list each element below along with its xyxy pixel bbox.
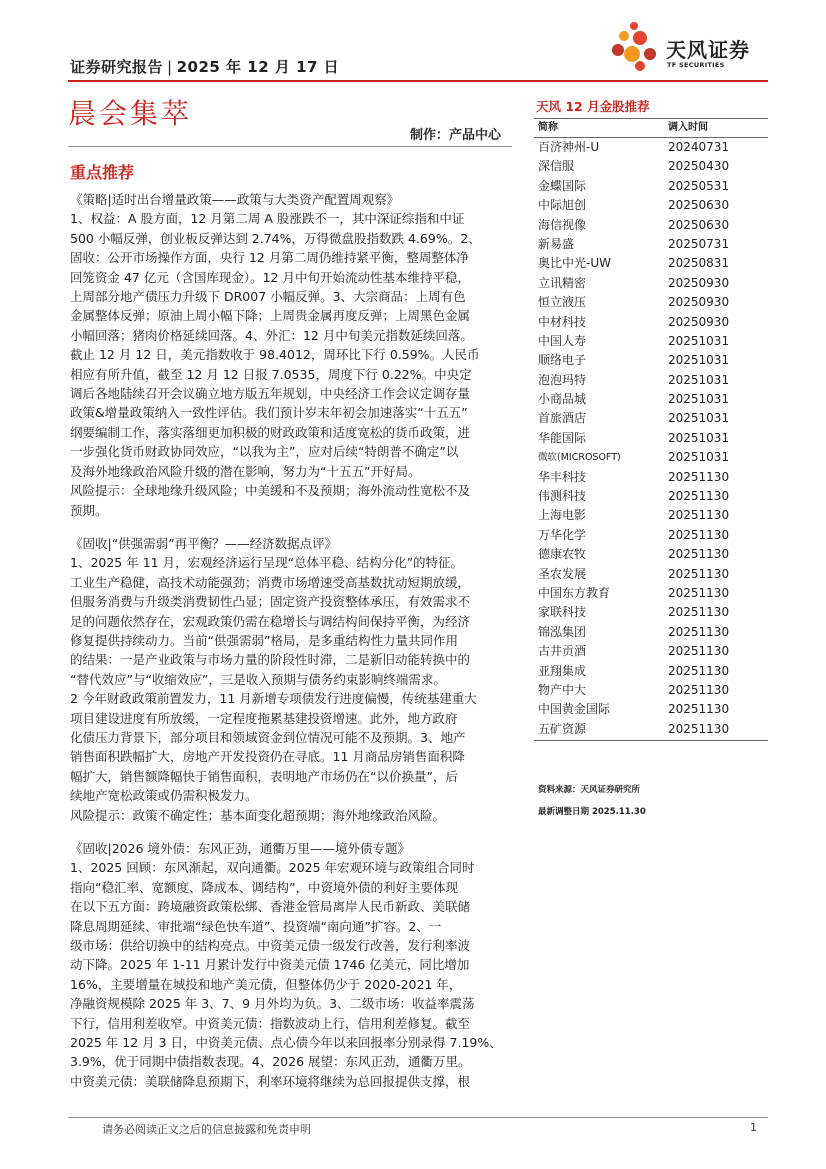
article-line: 足的问题依然存在，宏观政策仍需在稳增长与调结构间保持平衡，为经济 [70, 613, 471, 629]
stock-row [534, 235, 768, 254]
stock-name: 立讯精密 [538, 275, 587, 290]
stock-date: 20250430 [668, 159, 730, 174]
article-line: 金属整体反弹；原油上周小幅下降；上周贵金属再度反弹；上周黑色金属 [70, 308, 471, 324]
article-line: 降息周期延续、审批端“绿色快车道”、投资端“南向通”扩容。2、一 [70, 918, 442, 934]
article-line: 小幅回落；猪肉价格延续回落。4、外汇：12 月中旬美元指数延续回落。 [70, 327, 473, 343]
article-line: 销售面积跌幅扩大，房地产开发投资仍在寻底。11 月商品房销售面积降 [70, 749, 465, 765]
producer-label: 制作：产品中心 [410, 128, 502, 143]
report-type: 证券研究报告 [70, 58, 164, 76]
article-title: 《固收|“供强需弱”再平衡？——经济数据点评》 [70, 535, 338, 551]
disclaimer-note: 请务必阅读正文之后的信息披露和免责申明 [102, 1123, 311, 1136]
stock-date: 20251031 [668, 333, 730, 348]
report-date: 2025 年 12 月 17 日 [176, 58, 340, 76]
stock-name: 小商品城 [538, 392, 587, 407]
stock-date: 20250630 [668, 217, 730, 232]
stock-row [534, 526, 768, 545]
stock-name: 华丰科技 [538, 469, 587, 484]
article-line: 回笼资金 47 亿元（含国库现金）。12 月中旬开始流动性基本维持平稳， [70, 269, 470, 285]
footer-divider [68, 1117, 768, 1118]
stock-row [534, 429, 768, 448]
stock-row [534, 681, 768, 700]
stock-row [534, 468, 768, 487]
article-line: 3.9%，优于同期中债指数表现。4、2026 展望：东风正劲，通衢万里。 [70, 1054, 471, 1070]
stock-name: 百济神州-U [538, 140, 600, 154]
stock-row [534, 177, 768, 196]
stock-row [534, 506, 768, 525]
article-line: 相应有所升值，截至 12 月 12 日报 7.0535，周度下行 0.22%。中央定 [70, 366, 472, 382]
stock-name: 金蝶国际 [538, 178, 587, 193]
article-line: 但服务消费与升级类消费韧性凸显；固定资产投资整体承压，有效需求不 [70, 594, 471, 610]
stock-name: 伟测科技 [538, 489, 587, 504]
logo-name-en: TF SECURITIES [667, 61, 725, 69]
article-line: 截止 12 月 12 日，美元指数收于 98.4012，周环比下行 0.59%。人民币 [70, 347, 480, 363]
article-line: 预期。 [70, 502, 108, 518]
stock-date: 20251031 [668, 372, 730, 387]
stock-name: 古井贡酒 [538, 644, 587, 659]
stock-row [534, 157, 768, 176]
article-body [70, 858, 512, 1091]
stock-date: 20251130 [668, 644, 730, 659]
stock-date: 20250930 [668, 275, 730, 290]
stock-row [534, 351, 768, 370]
stock-name: 中国东方教育 [538, 585, 611, 600]
stock-date: 20250531 [668, 178, 730, 193]
stock-date: 20251130 [668, 721, 730, 736]
article-line: 1、2025 年 11 月，宏观经济运行呈现“总体平稳、结构分化”的特征。 [70, 555, 464, 571]
stock-picks-bottom-rule [534, 740, 768, 741]
article-line: 续地产宽松政策或仍需积极发力。 [70, 788, 258, 804]
stock-date: 20250930 [668, 314, 730, 329]
stock-row [534, 545, 768, 564]
stock-date: 20250930 [668, 295, 730, 310]
stock-date: 20251031 [668, 411, 730, 426]
article-line: 风险提示：政策不确定性；基本面变化超预期；海外地缘政治风险。 [70, 807, 446, 823]
article-line: 2 今年财政政策前置发力，11 月新增专项债发行进度偏慢，传统基建重大 [70, 691, 477, 707]
stock-name: 万华化学 [538, 527, 587, 542]
header-separator: | [167, 58, 173, 76]
title-divider [68, 146, 512, 147]
article-line: 16%，主要增量在城投和地产美元债，但整体仍少于 2020-2021 年， [70, 976, 462, 992]
article-line: 上周部分地产债压力升级下 DR007 小幅反弹。3、大宗商品：上周有色 [70, 289, 466, 305]
article-line: 动下降。2025 年 1-11 月累计发行中资美元债 1746 亿美元，同比增加 [70, 957, 470, 973]
stock-name: 中际旭创 [538, 198, 587, 213]
stock-date: 20251130 [668, 682, 730, 697]
stock-name: 顺络电子 [538, 353, 587, 368]
stock-date: 20251130 [668, 605, 730, 620]
stock-date: 20251130 [668, 508, 730, 523]
stock-date: 20250630 [668, 198, 730, 213]
article-line: “替代效应”与“收缩效应”，三是收入预期与债务约束影响终端需求。 [70, 671, 446, 687]
stock-name: 微软(MICROSOFT) [538, 452, 621, 464]
article-line: 1、权益：A 股方面，12 月第二周 A 股涨跌不一，其中深证综指和中证 [70, 211, 465, 227]
article-line: 下行，信用利差收窄。中资美元债：指数波动上行，信用利差修复。截至 [70, 1015, 471, 1031]
stock-name: 家联科技 [538, 605, 587, 620]
stock-row [534, 216, 768, 235]
article-body [70, 553, 512, 825]
stock-name: 海信视像 [538, 217, 587, 232]
article-line: 风险提示：全球地缘升级风险；中美缓和不及预期；海外流动性宽松不及 [70, 483, 471, 499]
header-divider [68, 80, 768, 82]
stock-date: 20251031 [668, 353, 730, 368]
article-line: 固收：公开市场操作方面，央行 12 月第二周仍维持紧平衡，整周整体净 [70, 250, 469, 266]
stock-picks-panel [534, 98, 768, 741]
article-title: 《策略|适时出台增量政策——政策与大类资产配置周观察》 [70, 192, 400, 207]
logo-name-cn: 天风证券 [666, 38, 750, 62]
article-strategy [70, 190, 512, 520]
column-header-date: 调入时间 [668, 122, 708, 133]
stock-date: 20251031 [668, 450, 730, 465]
stock-date: 20250831 [668, 256, 730, 271]
stock-date: 20250731 [668, 236, 730, 251]
stock-name: 中材科技 [538, 314, 587, 329]
stock-name: 华能国际 [538, 430, 587, 445]
tf-securities-logo [606, 20, 766, 72]
section-heading: 重点推荐 [70, 163, 135, 182]
article-line: 调后各地陆续召开会议确立地方版五年规划，中央经济工作会议定调存量 [70, 386, 471, 402]
stock-row [534, 196, 768, 215]
stock-row [534, 409, 768, 428]
stock-row [534, 390, 768, 409]
stock-name: 首旅酒店 [538, 411, 587, 426]
stock-date: 20251130 [668, 585, 730, 600]
stock-date: 20251031 [668, 392, 730, 407]
stock-row [534, 274, 768, 293]
stock-name: 亚翔集成 [538, 663, 587, 678]
stock-row [534, 584, 768, 603]
stock-row [534, 623, 768, 642]
stock-row [534, 371, 768, 390]
article-line: 的结果：一是产业政策与市场力量的阶段性时滞，二是新旧动能转换中的 [70, 652, 471, 668]
stock-date: 20251130 [668, 527, 730, 542]
column-header-name: 简称 [538, 122, 558, 133]
stock-row [534, 642, 768, 661]
stock-date: 20251130 [668, 702, 730, 717]
stock-name: 新易盛 [538, 236, 575, 251]
article-line: 幅扩大，销售额降幅快于销售面积，表明地产市场仍在“以价换量”，后 [70, 768, 458, 784]
stock-date: 20251130 [668, 663, 730, 678]
main-content [70, 190, 512, 1105]
article-line: 500 小幅反弹，创业板反弹达到 2.74%，万得微盘股指数跌 4.69%。2、 [70, 230, 481, 246]
stock-name: 德康农牧 [538, 547, 587, 562]
stock-row [534, 487, 768, 506]
stock-name: 中国人寿 [538, 333, 587, 348]
stock-name: 中国黄金国际 [538, 702, 611, 717]
page-number: 1 [750, 1121, 757, 1134]
stock-name: 上海电影 [538, 508, 587, 523]
article-line: 修复提供持续动力。当前“供强需弱”格局，是多重结构性力量共同作用 [70, 632, 458, 648]
article-line: 指向“稳汇率、宽额度、降成本、调结构”，中资境外债的利好主要体现 [70, 879, 458, 895]
article-line: 及海外地缘政治风险升级的潜在影响，努力为“十五五”开好局。 [70, 463, 421, 479]
article-economic-data [70, 534, 512, 825]
article-line: 中资美元债：美联储降息预期下，利率环境将继续为总回报提供支撑，根 [70, 1073, 471, 1089]
article-line: 净融资规模除 2025 年 3、7、9 月外均为负。3、二级市场：收益率震荡 [70, 996, 475, 1012]
article-line: 纲要编制工作，落实落细更加积极的财政政策和适度宽松的货币政策，进 [70, 424, 471, 440]
page-title: 晨会集萃 [68, 97, 193, 130]
stock-date: 20251130 [668, 547, 730, 562]
stock-row [534, 138, 768, 157]
stock-picks-table [534, 138, 768, 739]
stock-name: 圣农发展 [538, 566, 587, 581]
stock-picks-title: 天风 12 月金股推荐 [536, 99, 650, 114]
article-line: 2025 年 12 月 3 日，中资美元债、点心债今年以来回报率分别录得 7.19%、 [70, 1035, 502, 1051]
stock-date: 20251031 [668, 430, 730, 445]
stock-name: 五矿资源 [538, 721, 587, 736]
stock-date: 20251130 [668, 469, 730, 484]
last-update-note: 最新调整日期 2025.11.30 [538, 807, 646, 817]
stock-name: 物产中大 [538, 682, 587, 697]
stock-date: 20251130 [668, 624, 730, 639]
stock-picks-header [534, 118, 768, 138]
article-line: 项目建设进度有所放缓，一定程度拖累基建投资增速。此外，地方政府 [70, 710, 458, 726]
report-header [70, 56, 339, 77]
article-body [70, 209, 512, 520]
stock-row [534, 720, 768, 739]
article-line: 1、2025 回顾：东风渐起，双向通衢。2025 年宏观环境与政策组合同时 [70, 860, 475, 876]
stock-row [534, 254, 768, 273]
logo-mark-icon [606, 20, 664, 72]
stock-name: 泡泡玛特 [538, 372, 587, 387]
stock-row [534, 565, 768, 584]
stock-row [534, 700, 768, 719]
article-offshore-bonds [70, 839, 512, 1091]
stock-row [534, 293, 768, 312]
article-title: 《固收|2026 境外债：东风正劲，通衢万里——境外债专题》 [70, 841, 410, 856]
article-line: 级市场：供给切换中的结构亮点。中资美元债一级发行改善，发行利率波 [70, 938, 471, 954]
article-line: 在以下五方面：跨境融资政策松绑、香港金管局离岸人民币新政、美联储 [70, 899, 471, 915]
stock-date: 20251130 [668, 489, 730, 504]
stock-date: 20240731 [668, 140, 730, 154]
article-line: 工业生产稳健，高技术动能强劲；消费市场增速受高基数扰动短期放缓， [70, 574, 471, 590]
article-line: 一步强化货币财政协同效应，“以我为主”，应对后续“特朗普不确定”以 [70, 444, 459, 460]
stock-row [534, 448, 768, 467]
stock-row [534, 662, 768, 681]
article-line: 政策&增量政策纳入一致性评估。我们预计岁末年初会加速落实“十五五” [70, 405, 468, 421]
stock-row [534, 603, 768, 622]
stock-name: 奥比中光-UW [538, 256, 611, 271]
stock-date: 20251130 [668, 566, 730, 581]
article-line: 化债压力背景下，部分项目和领域资金到位情况可能不及预期。3、地产 [70, 729, 466, 745]
data-source-note: 资料来源：天风证券研究所 [538, 785, 641, 795]
stock-row [534, 313, 768, 332]
stock-row [534, 332, 768, 351]
stock-name: 深信服 [538, 159, 575, 174]
stock-name: 锦泓集团 [538, 624, 587, 639]
stock-name: 恒立液压 [538, 295, 587, 310]
